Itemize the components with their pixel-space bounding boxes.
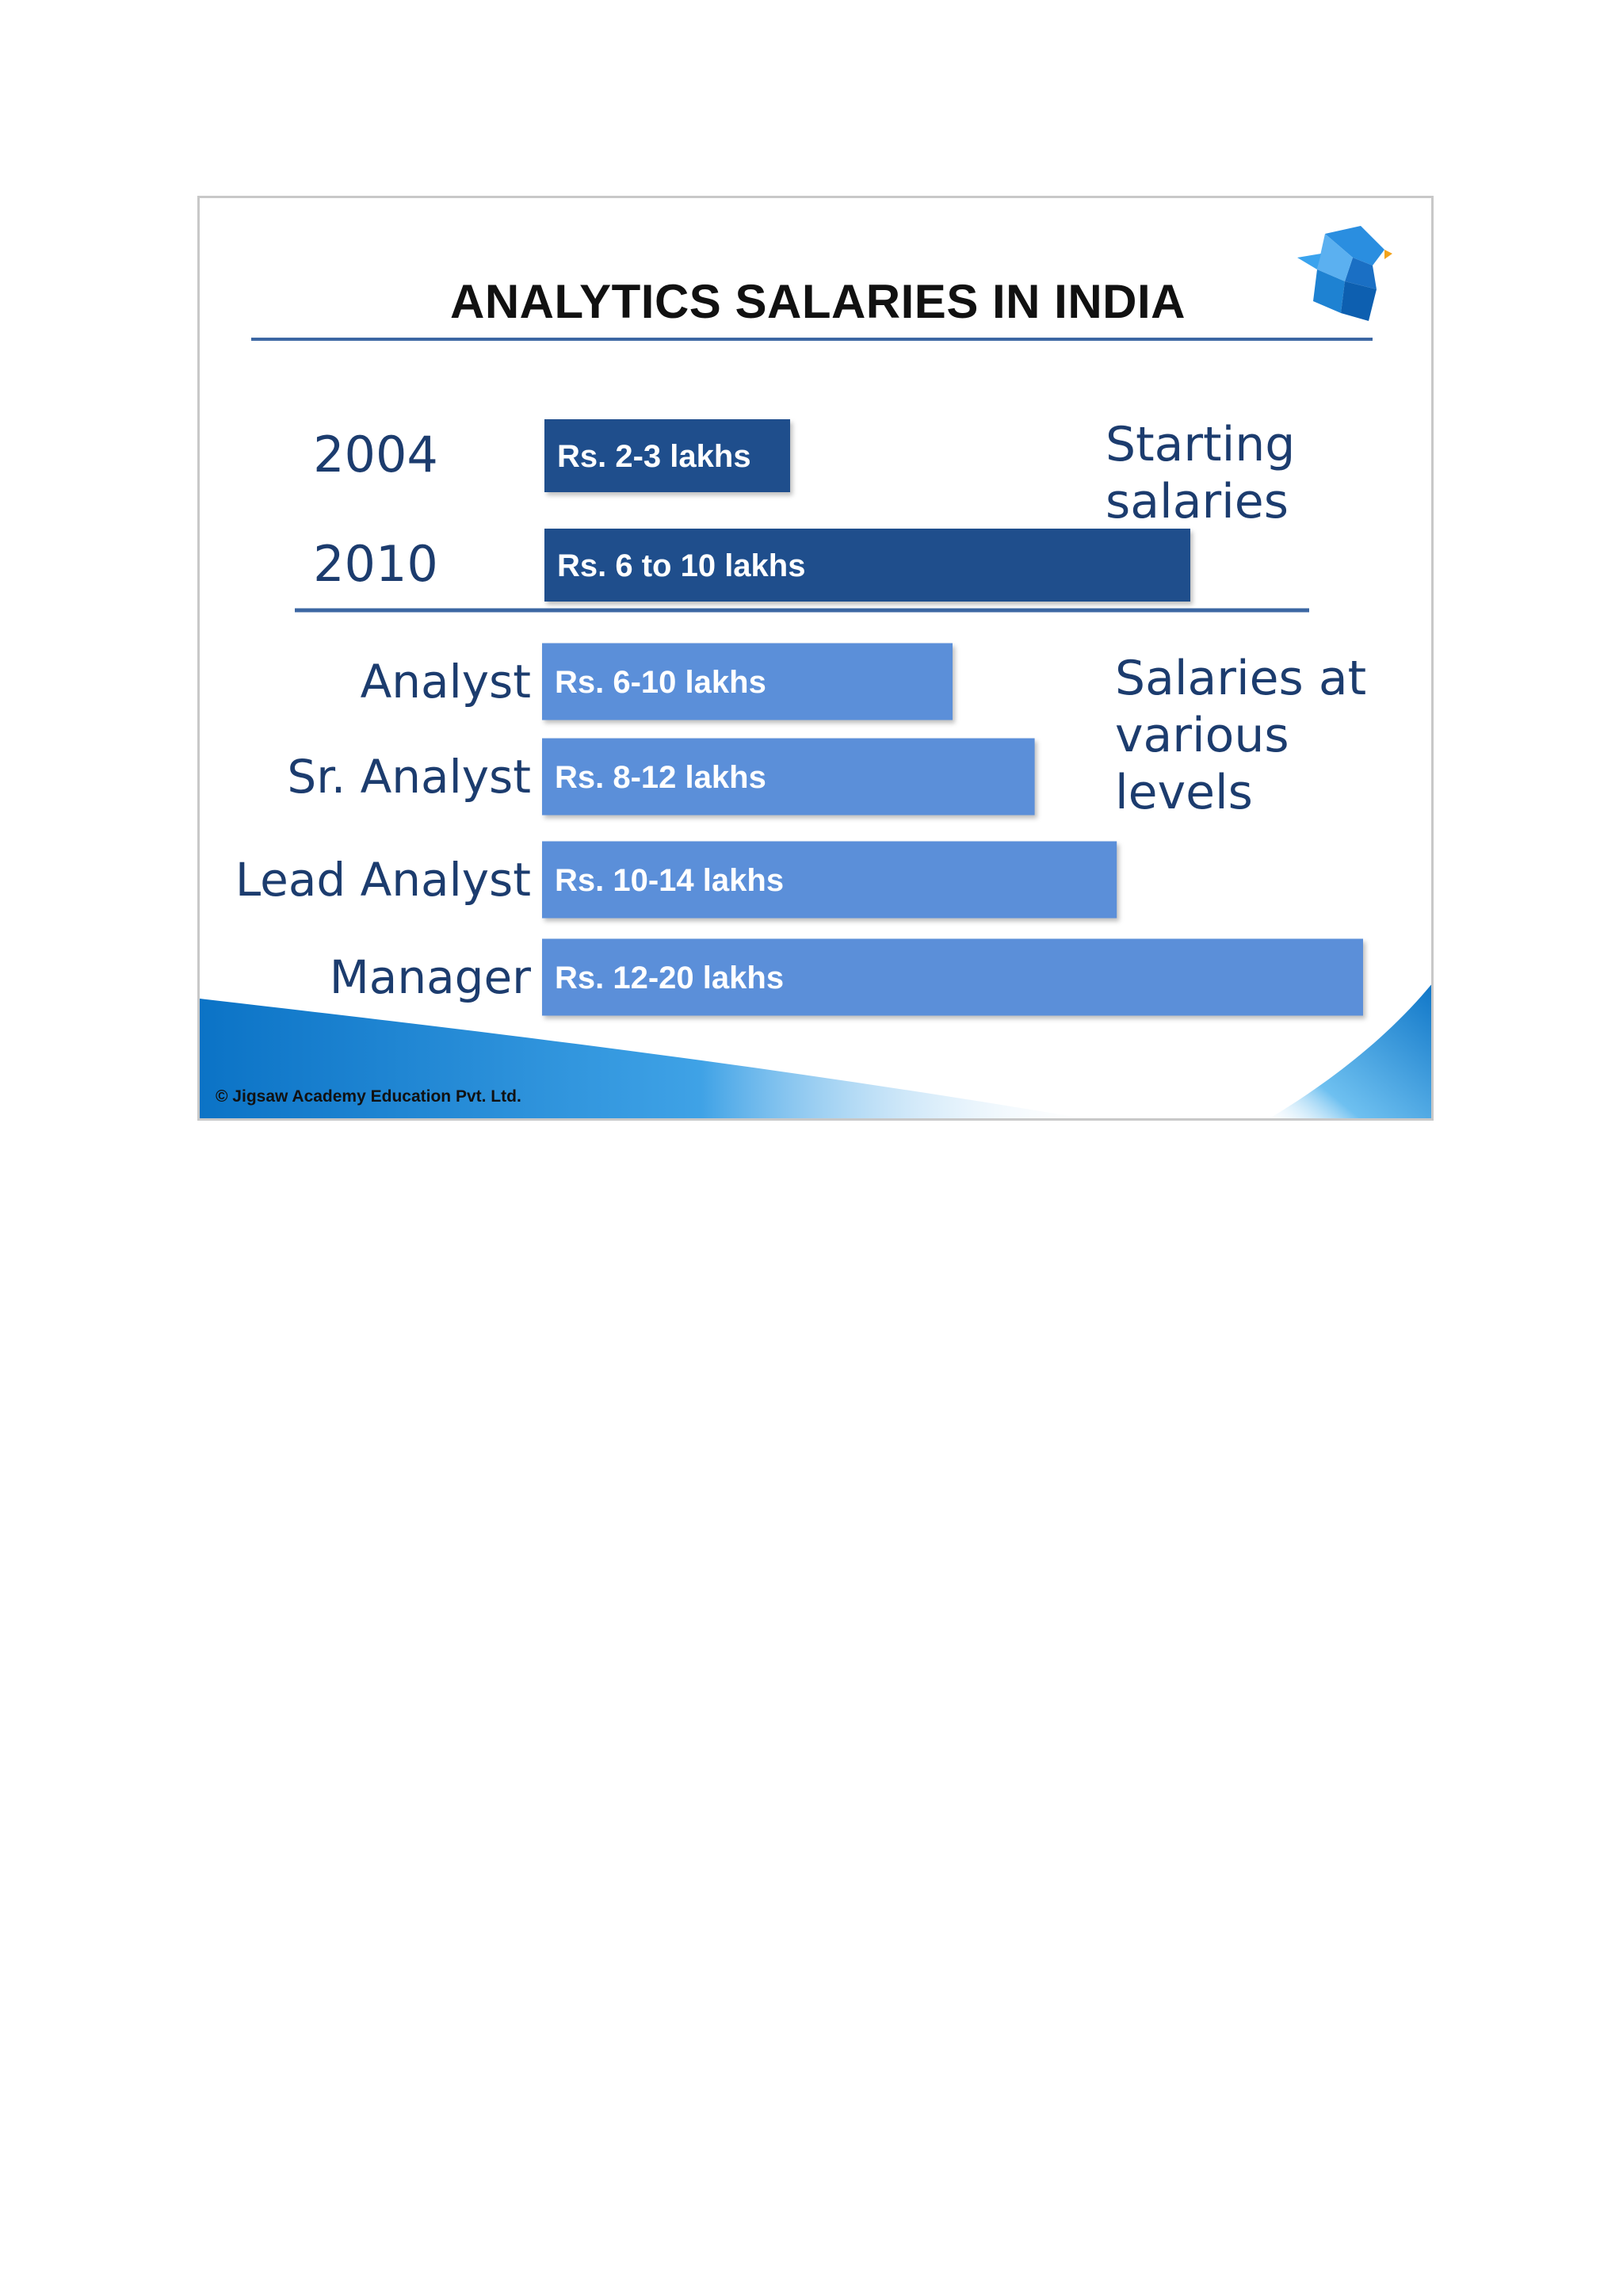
jigsaw-logo-icon — [1297, 226, 1392, 333]
starting-salaries-note: Starting salaries — [1106, 417, 1296, 529]
bar-data-label: Rs. 10-14 lakhs — [555, 863, 785, 898]
category-label: Manager — [329, 950, 531, 1004]
bar-data-label: Rs. 2-3 lakhs — [557, 439, 751, 474]
page-title: ANALYTICS SALARIES IN INDIA — [449, 275, 1186, 328]
category-label: Analyst — [360, 655, 531, 709]
category-label: 2010 — [313, 535, 438, 593]
category-label: 2004 — [313, 426, 438, 483]
bar-data-label: Rs. 6 to 10 lakhs — [557, 548, 806, 583]
slide — [197, 196, 1434, 1121]
copyright-text: © Jigsaw Academy Education Pvt. Ltd. — [216, 1087, 521, 1106]
bar-data-label: Rs. 6-10 lakhs — [555, 665, 766, 700]
level-salaries-note: Salaries at various levels — [1115, 651, 1367, 820]
category-label: Sr. Analyst — [287, 750, 531, 804]
bar-data-label: Rs. 8-12 lakhs — [555, 760, 766, 795]
bar-data-label: Rs. 12-20 lakhs — [555, 961, 785, 995]
category-label: Lead Analyst — [235, 853, 531, 907]
